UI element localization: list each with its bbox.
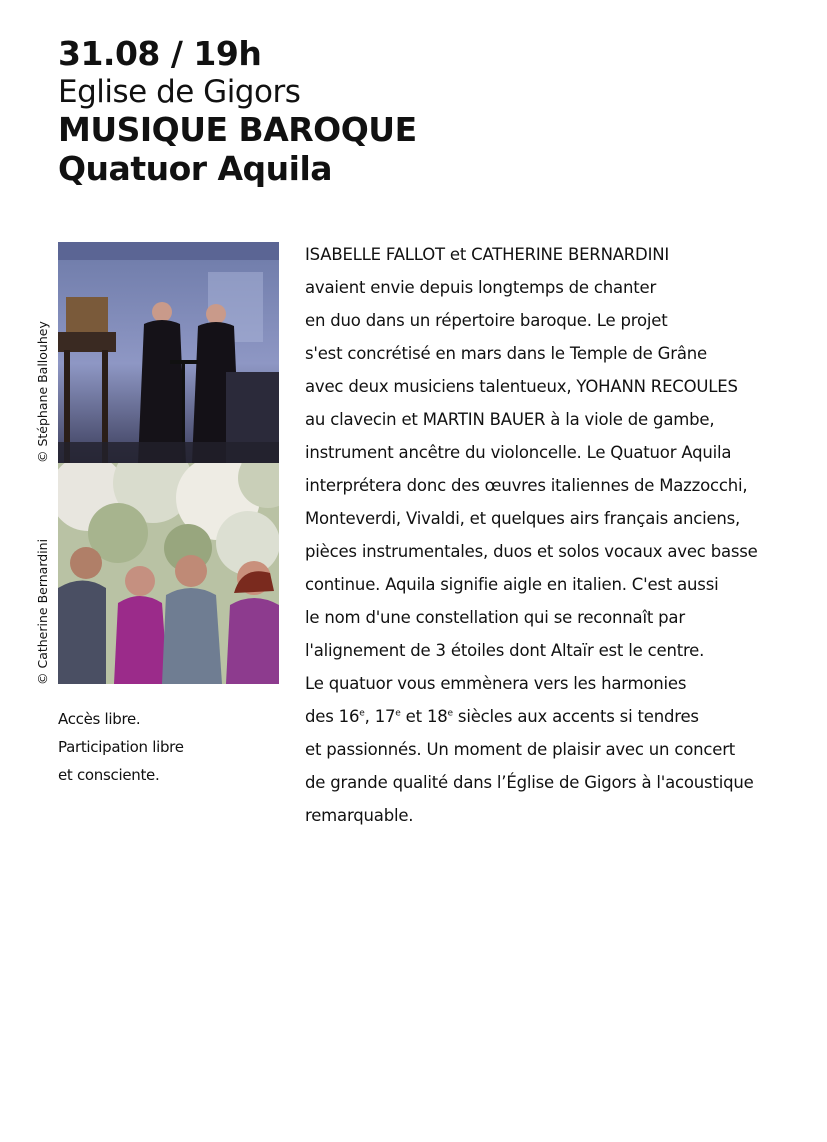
description-line: interprétera donc des œuvres italiennes de Mazzocchi, [305,476,748,495]
description-line-centuries [305,700,815,733]
description-line: le nom d'une constellation qui se reconnaît par [305,608,685,627]
access-line-3: et consciente. [58,766,160,784]
description-line: de grande qualité dans l’Église de Gigors à l'acoustique [305,773,754,792]
ensemble-name: Quatuor Aquila [58,149,333,188]
description-line: continue. Aquila signifie aigle en italien. C'est aussi [305,575,719,594]
description-line: ISABELLE FALLOT et CATHERINE BERNARDINI [305,245,670,264]
ordinal-suffix: e [359,708,365,719]
event-genre: MUSIQUE BAROQUE [58,110,417,149]
access-line-1: Accès libre. [58,710,141,728]
description-line: et passionnés. Un moment de plaisir avec un concert [305,740,736,759]
centuries-mid: et 18 [400,707,448,726]
description-line: avaient envie depuis longtemps de chanter [305,278,657,297]
event-venue: Eglise de Gigors [58,74,301,110]
event-header [58,34,417,188]
description-line: avec deux musiciens talentueux, YOHANN RECOULES [305,377,738,396]
description-line: s'est concrétisé en mars dans le Temple de Grâne [305,344,707,363]
access-info [58,705,184,789]
quartet-photo [58,463,279,684]
description-line: Monteverdi, Vivaldi, et quelques airs français anciens, [305,509,741,528]
event-date-time: 31.08 / 19h [58,34,262,73]
description-line: pièces instrumentales, duos et solos vocaux avec basse [305,542,758,561]
centuries-suffix: siècles aux accents si tendres [452,707,699,726]
event-description [305,238,815,832]
ordinal-suffix: e [395,708,401,719]
photo-credit-top: © Stéphane Ballouhey [35,321,50,463]
photo-credit-bottom: © Catherine Bernardini [35,538,50,685]
concert-photo [58,242,279,463]
centuries-mid: , 17 [364,707,396,726]
ordinal-suffix: e [447,708,453,719]
description-line: au clavecin et MARTIN BAUER à la viole de gambe, [305,410,715,429]
centuries-prefix: des 16 [305,707,360,726]
description-line: instrument ancêtre du violoncelle. Le Quatuor Aquila [305,443,732,462]
description-line: Le quatuor vous emmènera vers les harmonies [305,674,687,693]
description-line: remarquable. [305,806,414,825]
description-line: en duo dans un répertoire baroque. Le projet [305,311,668,330]
access-line-2: Participation libre [58,738,184,756]
description-line: l'alignement de 3 étoiles dont Altaïr est le centre. [305,641,705,660]
